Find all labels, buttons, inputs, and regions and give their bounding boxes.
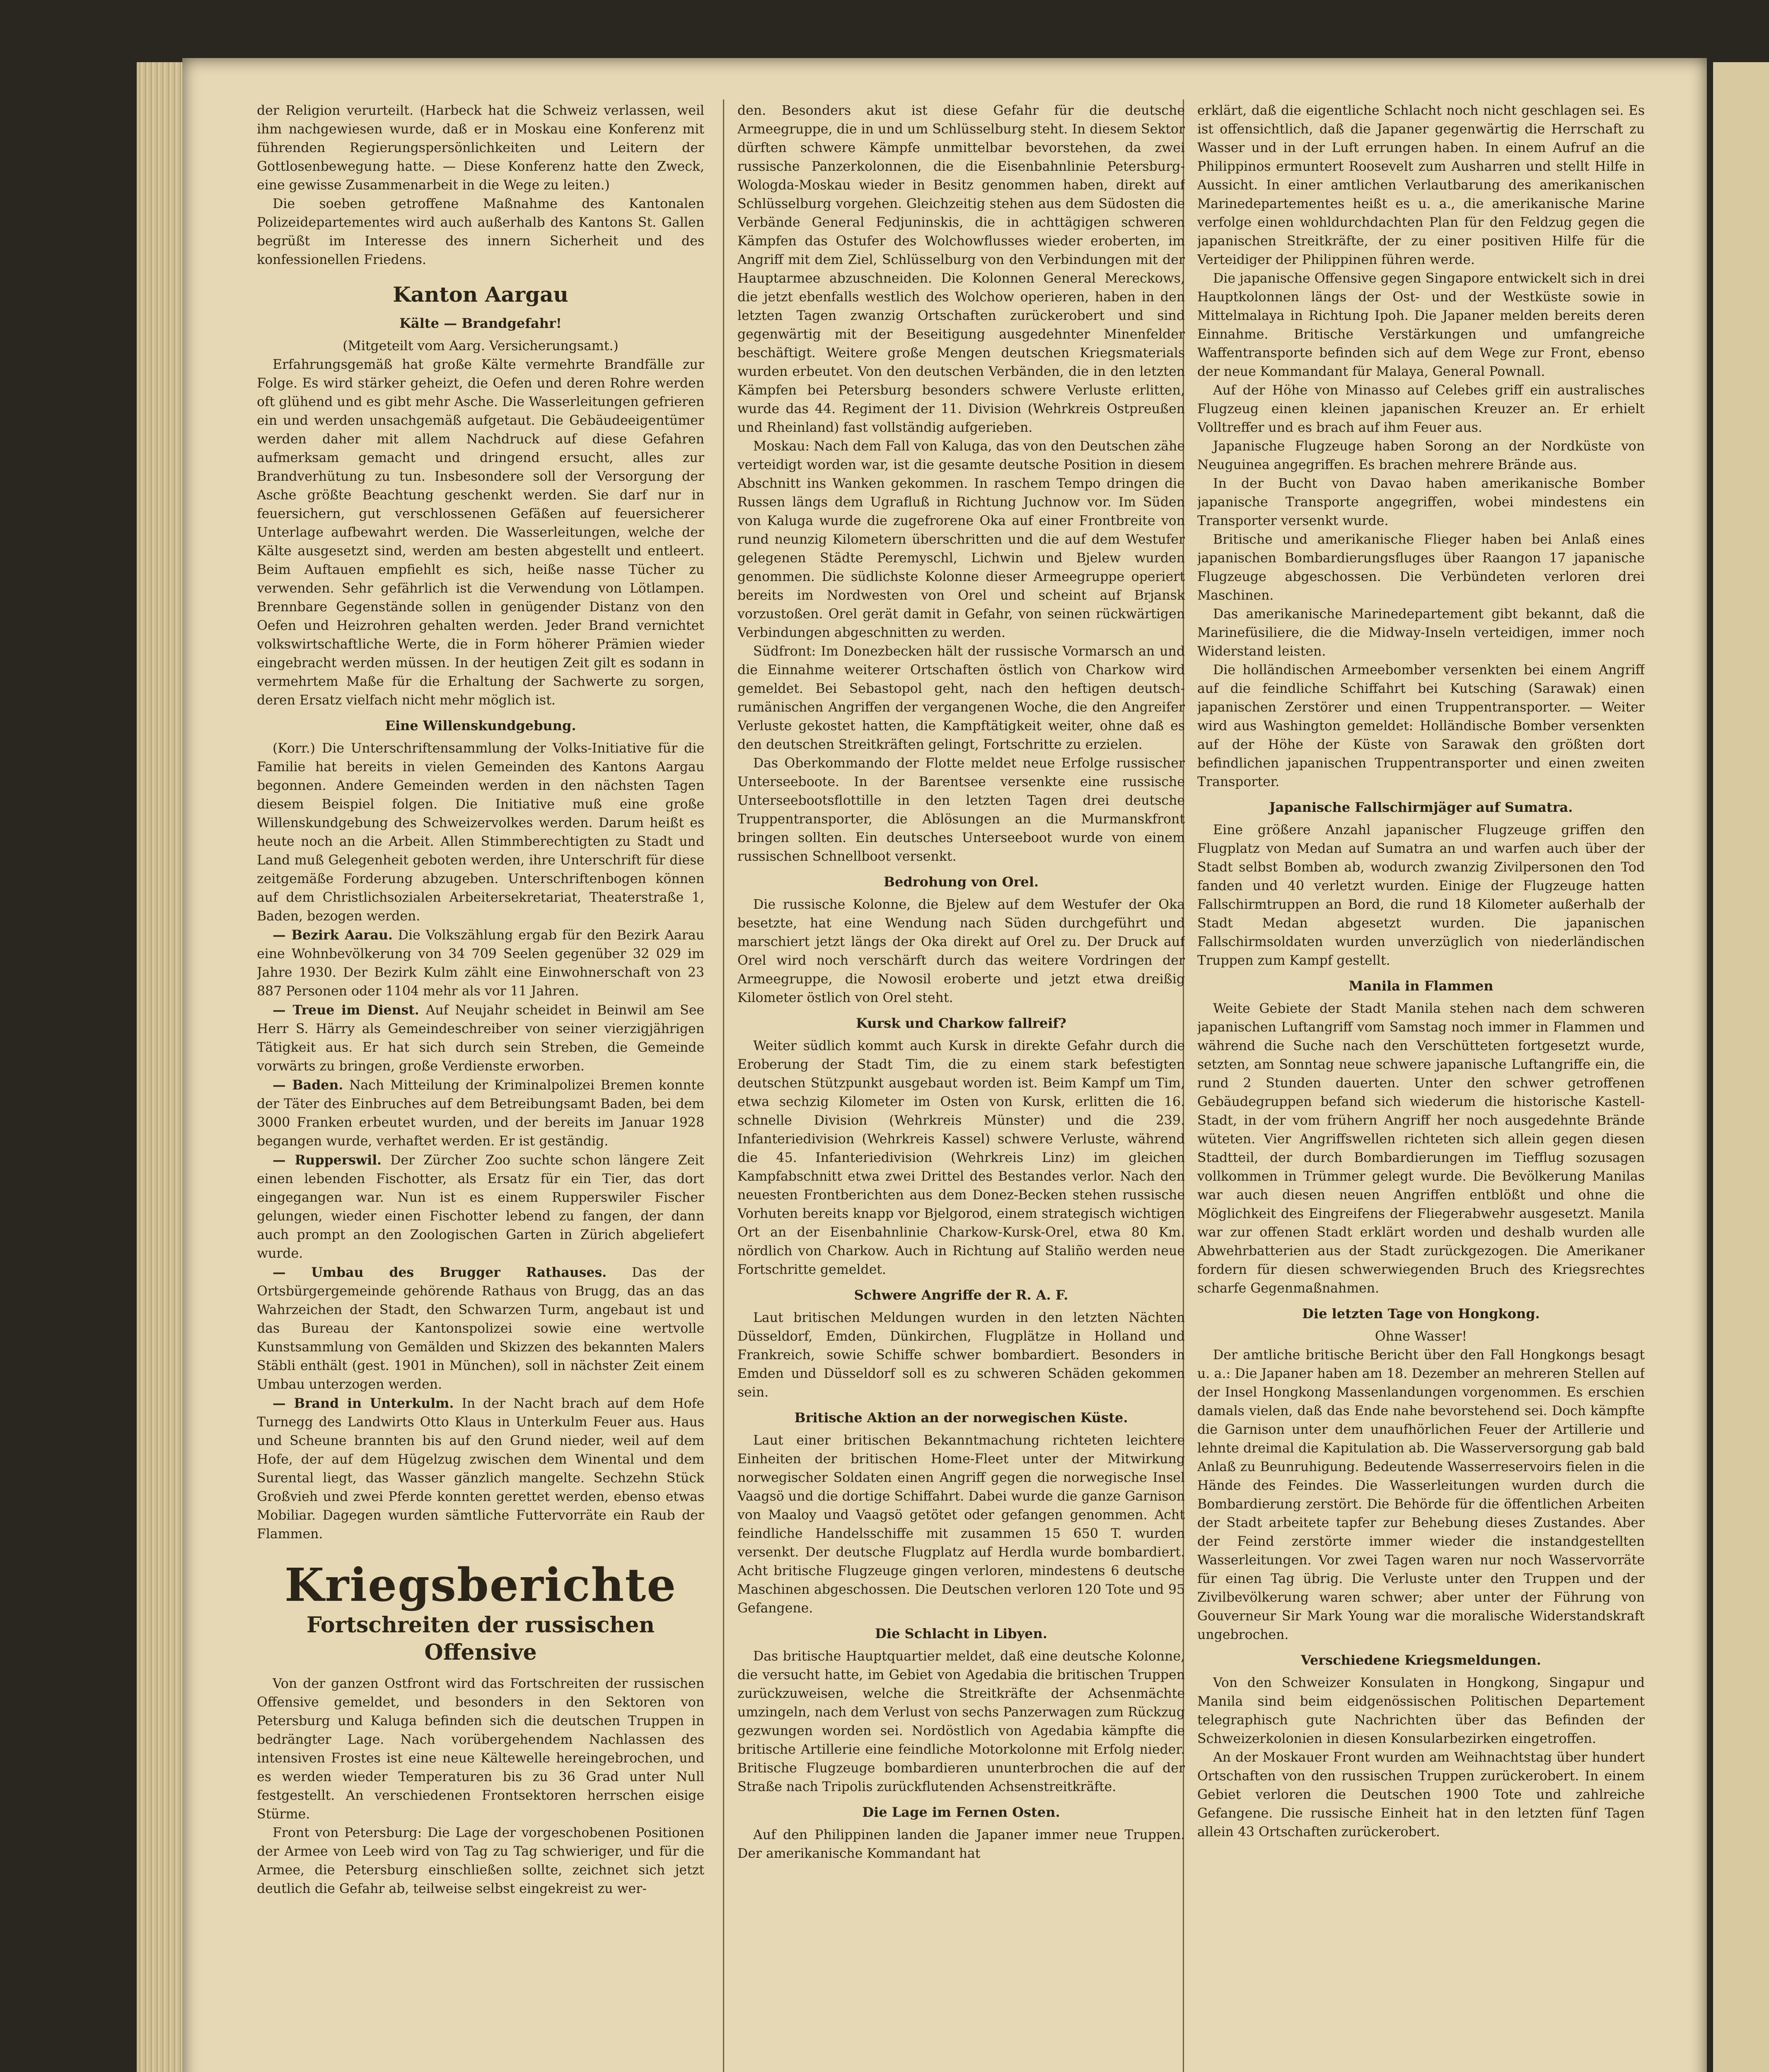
news-item	[257, 1263, 704, 1394]
article-text: Auf der Höhe von Minasso auf Celebes griff ein australisches Flugzeug einen kleinen japanischen Kreuzer an. Er erhielt Volltreffer und es brach auf ihm Feuer aus.	[1197, 383, 1645, 435]
news-item-lead: — Bezirk Aarau.	[273, 927, 393, 943]
article-text: Front von Petersburg: Die Lage der vorgeschobenen Positionen der Armee von Leeb wird von Tag zu Tag schwieriger, und für die Armee, die Petersburg einschließen sollte, zeichnet sich jetzt deutlich die Gefahr ab, teilweise selbst eingekreist zu wer-	[257, 1825, 704, 1896]
article-text: Die russische Kolonne, die Bjelew auf dem Westufer der Oka besetzte, hat eine Wendung nach Süden durchgeführt und marschiert jetzt längs der Oka direkt auf Orel zu. Der Druck auf Orel wird noch verschärft durch das weitere Vordringen der Armeegruppe, die Nowosil eroberte und jetzt etwa dreißig Kilometer östlich von Orel steht.	[737, 897, 1185, 1005]
article-heading: Eine Willenskundgebung.	[385, 718, 576, 733]
column-3	[1197, 102, 1645, 2072]
article-heading: Die Lage im Fernen Osten.	[862, 1804, 1060, 1820]
article-text: erklärt, daß die eigentliche Schlacht noch nicht geschlagen sei. Es ist offensichtlich, daß die Japaner gegenwärtig die Herrschaft zu Wasser und in der Luft errungen haben. In einem Aufruf an die Philippinos ermuntert Roosevelt zum Ausharren und stellt Hilfe in Aussicht. In einer amtlichen Verlautbarung des amerikanischen Marinedepartementes heißt es u. a., die amerikanische Marine verfolge einen wohldurchdachten Plan für den Feldzug gegen die japanischen Streitkräfte, der zu einer positiven Hilfe für die Verteidiger der Philippinen führen werde.	[1197, 103, 1645, 267]
news-item	[257, 926, 704, 1001]
article-text: In der Bucht von Davao haben amerikanische Bomber japanische Transporte angegriffen, wobei mindestens ein Transporter versenkt wurde.	[1197, 476, 1645, 528]
book-page-edges	[137, 62, 186, 2072]
article-heading: Britische Aktion an der norwegischen Küste.	[794, 1410, 1128, 1426]
article-text: Weite Gebiete der Stadt Manila stehen nach dem schweren japanischen Luftangriff vom Samstag noch immer in Flammen und während die Suche nach den Verschütteten fortgesetzt wurde, setzten, am Sonntag neue schwere japanische Luftangriffe ein, die rund 2 Stunden dauerten. Unter den schwer getroffenen Gebäudegruppen befand sich wiederum die historische Kastell-Stadt, in der vom frühern Angriff her noch ausgedehnte Brände wüteten. Vier Angriffswellen richteten sich allein gegen diesen Stadtteil, der durch Bombardierungen im Tiefflug sozusagen vollkommen in Trümmer gelegt wurde. Die Bevölkerung Manilas war auch diesen neuen Angriffen entblößt und ohne die Möglichkeit des Eingreifens der Fliegerabwehr ausgesetzt. Manila war zur offenen Stadt erklärt worden und deshalb wurden alle Abwehrbatterien aus der Stadt zurückgezogen. Die Amerikaner fordern für diesen schwerwiegenden Bruch des Kriegsrechtes scharfe Gegenmaßnahmen.	[1197, 1001, 1645, 1296]
article-text: An der Moskauer Front wurden am Weihnachtstag über hundert Ortschaften von den russischen Truppen zurückerobert. In einem Gebiet verloren die Deutschen 1900 Tote und zahlreiche Gefangene. Die russische Einheit hat in den letzten fünf Tagen allein 43 Ortschaften zurückerobert.	[1197, 1750, 1645, 1840]
article-heading: Bedrohung von Orel.	[883, 874, 1039, 890]
article-text: Die soeben getroffene Maßnahme des Kantonalen Polizeidepartementes wird auch außerhalb des Kantons St. Gallen begrüßt im Interesse des innern Sicherheit und des konfessionellen Friedens.	[257, 196, 704, 267]
article-text: Südfront: Im Donezbecken hält der russische Vormarsch an und die Einnahme weiterer Ortschaften östlich von Charkow wird gemeldet. Bei Sebastopol geht, nach den heftigen deutsch-rumänischen Angriffen der vergangenen Woche, die den Angreifer Verluste gekostet hatten, die Kampftätigkeit weiter, ohne daß es den deutschen Streitkräften gelingt, Fortschritte zu erzielen.	[737, 644, 1185, 752]
column-1	[257, 102, 704, 2072]
column-2	[737, 102, 1185, 2072]
article-text: Auf den Philippinen landen die Japaner immer neue Truppen. Der amerikanische Kommandant hat	[737, 1828, 1185, 1861]
news-item-text: In der Nacht brach auf dem Hofe Turnegg des Landwirts Otto Klaus in Unterkulm Feuer aus. Haus und Scheune brannten bis auf den Grund nieder, weil auf dem Hofe, der auf dem Hügelzug zwischen dem Winental und dem Surental liegt, das Wasser gänzlich mangelte. Sechzehn Stück Großvieh und zwei Pferde konnten gerettet werden, ebenso etwas Mobiliar. Dagegen wurden sämtliche Futtervorräte ein Raub der Flammen.	[257, 1396, 704, 1542]
article-text: Die holländischen Armeebomber versenkten bei einem Angriff auf die feindliche Schiffahrt bei Kutsching (Sarawak) einen japanischen Zerstörer und einen Truppentransporter. — Weiter wird aus Washington gemeldet: Holländische Bomber versenkten auf der Höhe der Küste von Sarawak den größten dort befindlichen japanischen Truppentransporter und einen zweiten Transporter.	[1197, 663, 1645, 789]
article-heading: Schwere Angriffe der R. A. F.	[854, 1287, 1068, 1303]
article-text: Weiter südlich kommt auch Kursk in direkte Gefahr durch die Eroberung der Stadt Tim, die zu einem stark befestigten deutschen Stützpunkt ausgebaut worden ist. Beim Kampf um Tim, etwa sechzig Kilometer im Osten von Kursk, erlitten die 16. schnelle Division (Wehrkreis Münster) und die 239. Infanteriedivision (Wehrkreis Kassel) schwere Verluste, während die 45. Infanteriedivision (Wehrkreis Linz) im gleichen Kampfabschnitt etwa zwei Drittel des Bestandes verlor. Nach den neuesten Frontberichten aus dem Donez-Becken stehen russische Vorhuten bereits knapp vor Bjelgorod, einem strategisch wichtigen Ort an der Eisenbahnlinie Charkow-Kursk-Orel, etwa 80 Km. nördlich von Charkow. Auch in Richtung auf Staliño werden neue Fortschritte gemeldet.	[737, 1038, 1185, 1277]
article-text: (Korr.) Die Unterschriftensammlung der Volks-Initiative für die Familie hat bereits in vielen Gemeinden des Kantons Aargau begonnen. Andere Gemeinden werden in den nächsten Tagen diesem Beispiel folgen. Die Initiative muß eine große Willenskundgebung des Schweizervolkes werden. Darum heißt es heute noch an die Arbeit. Allen Stimmberechtigten zu Stadt und Land muß Gelegenheit geboten werden, ihre Unterschrift für diese zeitgemäße Forderung abzugeben. Unterschriftenbogen können auf dem Christlichsozialen Arbeitersekretariat, Theaterstraße 1, Baden, bezogen werden.	[257, 741, 704, 924]
article-text: Das amerikanische Marinedepartement gibt bekannt, daß die Marinefüsiliere, die die Midway-Inseln verteidigen, immer noch Widerstand leisten.	[1197, 607, 1645, 659]
article-text: Laut britischen Meldungen wurden in den letzten Nächten Düsseldorf, Emden, Dünkirchen, Flugplätze in Holland und Frankreich, sowie Schiffe schwer bombardiert. Besonders in Emden und Düsseldorf soll es zu schweren Schäden gekommen sein.	[737, 1310, 1185, 1400]
news-item	[257, 1001, 704, 1076]
article-text: der Religion verurteilt. (Harbeck hat die Schweiz verlassen, weil ihm nachgewiesen wurde, daß er in Moskau eine Konferenz mit führenden Regierungspersönlichkeiten und Leitern der Gottlosenbewegung hatte. — Diese Konferenz hatte den Zweck, eine gewisse Zusammenarbeit in die Wege zu leiten.)	[257, 103, 704, 193]
news-item-text: Nach Mitteilung der Kriminalpolizei Bremen konnte der Täter des Einbruches auf dem Betreibungsamt Baden, bei dem 3000 Franken erbeutet wurden, und der bereits im Januar 1928 begangen wurde, verhaftet werden. Er ist geständig.	[257, 1078, 704, 1149]
news-item-text: Der Zürcher Zoo suchte schon längere Zeit einen lebenden Fischotter, als Ersatz für ein Tier, das dort eingegangen war. Nun ist es einem Rupperswiler Fischer gelungen, wieder einen Fischotter lebend zu fangen, der dann auch prompt an den Zoologischen Garten in Zürich abgeliefert wurde.	[257, 1153, 704, 1261]
news-item-lead: — Umbau des Brugger Rathauses.	[273, 1265, 607, 1280]
article-text: Erfahrungsgemäß hat große Kälte vermehrte Brandfälle zur Folge. Es wird stärker geheizt, die Oefen und deren Rohre werden oft glühend und es gibt mehr Asche. Die Wasserleitungen gefrieren ein und werden unsachgemäß aufgetaut. Die Gebäudeeigentümer werden daher mit allem Nachdruck auf diese Gefahren aufmerksam gemacht und dringend ersucht, alles zur Brandverhütung zu tun. Insbesondere soll der Versorgung der Asche größte Beachtung geschenkt werden. Sie darf nur in feuersichern, gut verschlossenen Gefäßen auf feuersicherer Unterlage aufbewahrt werden. Die Wasserleitungen, welche der Kälte ausgesetzt sind, werden am besten abgestellt und entleert. Beim Auftauen empfiehlt es sich, heiße nasse Tücher zu verwenden. Sehr gefährlich ist die Verwendung von Lötlampen. Brennbare Gegenstände sollen in genügender Distanz von den Oefen und Heizrohren gehalten werden. Jeder Brand vernichtet volkswirtschaftliche Werte, die in Form höherer Prämien wieder eingebracht werden müssen. In der heutigen Zeit gilt es sodann in vermehrtem Maße für die Erhaltung der Sachwerte zu sorgen, deren Ersatz vielfach nicht mehr möglich ist.	[257, 357, 704, 708]
article-subheading: (Mitgeteilt vom Aarg. Versicherungsamt.)	[343, 339, 619, 353]
article-text: Eine größere Anzahl japanischer Flugzeuge griffen den Flugplatz von Medan auf Sumatra an und warfen auch über der Stadt selbst Bomben ab, wodurch zwanzig Zivilpersonen den Tod fanden und 40 verletzt wurden. Einige der Flugzeuge hatten Fallschirmtruppen an Bord, die rund 18 Kilometer außerhalb der Stadt Medan abgesetzt wurden. Die japanischen Fallschirmsoldaten wurden unverzüglich von niederländischen Truppen zum Kampf gestellt.	[1197, 823, 1645, 968]
column-rule	[723, 99, 724, 2072]
section-heading: Kanton Aargau	[393, 282, 568, 307]
article-text: Die japanische Offensive gegen Singapore entwickelt sich in drei Hauptkolonnen längs der Ost- und der Westküste sowie in Mittelmalaya in Richtung Ipoh. Die Japaner melden bereits deren Einnahme. Britische Verstärkungen und umfangreiche Waffentransporte befinden sich auf dem Wege zur Front, ebenso der neue Kommandant für Malaya, General Pownall.	[1197, 271, 1645, 379]
article-heading: Die Schlacht in Libyen.	[875, 1626, 1047, 1641]
news-item-lead: — Treue im Dienst.	[273, 1002, 419, 1018]
article-text: Das britische Hauptquartier meldet, daß eine deutsche Kolonne, die versucht hatte, im Gebiet von Agedabia die britischen Truppen zurückzuweisen, welche die Streitkräfte der Achsenmächte umzingeln, nach dem Verlust von sechs Panzerwagen zum Rückzug gezwungen worden sei. Nordöstlich von Agedabia kämpfte die britische Artillerie eine feindliche Motorkolonne mit Erfolg nieder. Britische Flugzeuge bombardieren ununterbrochen die auf der Straße nach Tripolis zurückflutenden Achsenstreitkräfte.	[737, 1649, 1185, 1794]
article-text: Laut einer britischen Bekanntmachung richteten leichtere Einheiten der britischen Home-Fleet unter der Mitwirkung norwegischer Soldaten einen Angriff gegen die norwegische Insel Vaagsö und die dortige Schiffahrt. Dabei wurde die ganze Garnison von Maaloy und Vaagsö getötet oder gefangen genommen. Acht feindliche Handelsschiffe mit zusammen 15 650 T. wurden versenkt. Der deutsche Flugplatz auf Herdla wurde bombardiert. Acht britische Flugzeuge gingen verloren, mindestens 6 deutsche Maschinen abgeschossen. Die Deutschen verloren 120 Tote und 95 Gefangene.	[737, 1433, 1185, 1616]
article-subheading: Ohne Wasser!	[1375, 1329, 1467, 1344]
news-item-lead: — Rupperswil.	[273, 1152, 382, 1168]
news-item-lead: — Brand in Unterkulm.	[273, 1396, 454, 1411]
section-subheading: Fortschreiten der russischen Offensive	[306, 1612, 655, 1665]
article-text: Britische und amerikanische Flieger haben bei Anlaß eines japanischen Bombardierungsfluges über Raangon 17 japanische Flugzeuge abgeschossen. Die Verbündeten verloren drei Maschinen.	[1197, 532, 1645, 603]
article-text: Das Oberkommando der Flotte meldet neue Erfolge russischer Unterseeboote. In der Barentsee versenkte eine russische Unterseebootsflottille in den letzten Tagen drei deutsche Truppentransporter, die Ablösungen an die Murmanskfront bringen sollten. Ein deutsches Unterseeboot wurde von einem russischen Schnellboot versenkt.	[737, 756, 1185, 864]
article-heading: Manila in Flammen	[1348, 978, 1494, 994]
article-text: Von der ganzen Ostfront wird das Fortschreiten der russischen Offensive gemeldet, und besonders in den Sektoren von Petersburg und Kaluga befinden sich die deutschen Truppen in bedrängter Lage. Nach vorübergehendem Nachlassen des intensiven Frostes ist eine neue Kältewelle hereingebrochen, und es werden wieder Temperaturen bis zu 36 Grad unter Null festgestellt. An verschiedenen Frontsektoren herrschen eisige Stürme.	[257, 1676, 704, 1822]
news-item-text: Die Volkszählung ergab für den Bezirk Aarau eine Wohnbevölkerung von 34 709 Seelen gegenüber 32 029 im Jahre 1930. Der Bezirk Kulm zählt eine Einwohnerschaft von 23 887 Personen oder 1104 mehr als vor 11 Jahren.	[257, 928, 704, 999]
article-text: Von den Schweizer Konsulaten in Hongkong, Singapur und Manila sind beim eidgenössischen Politischen Departement telegraphisch gute Nachrichten über das Befinden der Schweizerkolonien in diesen Konsularbezirken eingetroffen.	[1197, 1675, 1645, 1746]
article-text: den. Besonders akut ist diese Gefahr für die deutsche Armeegruppe, die in und um Schlüsselburg steht. In diesem Sektor dürften schwere Kämpfe unmittelbar bevorstehen, da zwei russische Panzerkolonnen, die die Eisenbahnlinie Petersburg-Wologda-Moskau wieder in Besitz genommen haben, direkt auf Schlüsselburg vorgehen. Gleichzeitig stehen aus dem Südosten die Verbände General Fedjuninskis, die in achttägigen schweren Kämpfen das Ostufer des Wolchowflusses wieder eroberten, im Angriff mit dem Ziel, Schlüsselburg von den Verbindungen mit der Hauptarmee abzuschneiden. Die Kolonnen General Mereckows, die jetzt ebenfalls westlich des Wolchow operieren, haben in den letzten Tagen zwanzig Ortschaften zurückerobert und sind gegenwärtig mit der Beseitigung ausgedehnter Minenfelder beschäftigt. Weitere große Mengen deutschen Kriegsmaterials wurden erbeutet. Von den deutschen Verbänden, die in den letzten Kämpfen bei Petersburg besonders schwere Verluste erlitten, wurde das 44. Regiment der 11. Division (Wehrkreis Ostpreußen und Rheinland) fast vollständig aufgerieben.	[737, 103, 1185, 435]
article-heading: Verschiedene Kriegsmeldungen.	[1301, 1652, 1541, 1668]
article-heading: Die letzten Tage von Hongkong.	[1302, 1306, 1540, 1322]
article-text: Japanische Flugzeuge haben Sorong an der Nordküste von Neuguinea angegriffen. Es brachen mehrere Brände aus.	[1197, 439, 1645, 472]
article-heading: Japanische Fallschirmjäger auf Sumatra.	[1269, 799, 1573, 815]
news-item	[257, 1151, 704, 1263]
article-heading: Kursk und Charkow fallreif?	[856, 1015, 1066, 1031]
article-heading: Kälte — Brandgefahr!	[399, 315, 562, 331]
section-heading-war-reports: Kriegsberichte	[284, 1558, 677, 1612]
article-text: Der amtliche britische Bericht über den Fall Hongkongs besagt u. a.: Die Japaner haben am 18. Dezember an mehreren Stellen auf der Insel Hongkong Massenlandungen vorgenommen. Es erschien damals vielen, daß das Ende nahe bevorstehend sei. Doch kämpfte die Garnison unter dem unaufhörlichen Feuer der Artillerie und lehnte dreimal die Kapitulation ab. Die Wasserversorgung gab bald Anlaß zu Beunruhigung. Bedeutende Wasserreservoirs fielen in die Hände des Feindes. Die Wasserleitungen wurden durch die Bombardierung zerstört. Die Behörde für die öffentlichen Arbeiten der Stadt arbeitete tapfer zur Behebung dieses Zustandes. Aber der Feind zerstörte immer wieder die instandgestellten Wasserleitungen. Vor zwei Tagen waren nur noch Wasservorräte für einen Tag übrig. Die Verluste unter den Truppen und der Zivilbevölkerung waren schwer; aber unter der Führung von Gouverneur Sir Mark Young war die moralische Widerstandskraft ungebrochen.	[1197, 1348, 1645, 1642]
news-item	[257, 1076, 704, 1151]
news-item-text: Das der Ortsbürgergemeinde gehörende Rathaus von Brugg, das an das Wahrzeichen der Stadt, den Schwarzen Turm, angebaut ist und das Bureau der Kantonspolizei sowie eine wertvolle Kunstsammlung von Gemälden und Skizzen des bekannten Malers Stäbli enthält (gest. 1901 in München), soll in nächster Zeit einem Umbau unterzogen werden.	[257, 1265, 704, 1392]
newspaper-page	[182, 58, 1707, 2072]
news-item	[257, 1394, 704, 1544]
article-text: Moskau: Nach dem Fall von Kaluga, das von den Deutschen zähe verteidigt worden war, ist die gesamte deutsche Position in diesem Abschnitt ins Wanken gekommen. In raschem Tempo dringen die Russen längs dem Ugrafluß in Richtung Juchnow vor. Im Süden von Kaluga wurde die zugefrorene Oka auf einer Frontbreite von rund neunzig Kilometern überschritten und die auf dem Westufer gelegenen Städte Peremyschl, Lichwin und Bjelew wurden genommen. Die südlichste Kolonne dieser Armeegruppe operiert bereits im Nordwesten von Orel und scheint auf Brjansk vorzustoßen. Orel gerät damit in Gefahr, von seinen rückwärtigen Verbindungen abgeschnitten zu werden.	[737, 439, 1185, 640]
news-item-lead: — Baden.	[273, 1077, 343, 1093]
next-page-edge	[1713, 62, 1769, 2072]
news-item-text: Auf Neujahr scheidet in Beinwil am See Herr S. Härry als Gemeindeschreiber von seiner vierzigjährigen Tätigkeit aus. Er hat sich durch sein Streben, die Gemeinde vorwärts zu bringen, große Verdienste erworben.	[257, 1003, 704, 1074]
